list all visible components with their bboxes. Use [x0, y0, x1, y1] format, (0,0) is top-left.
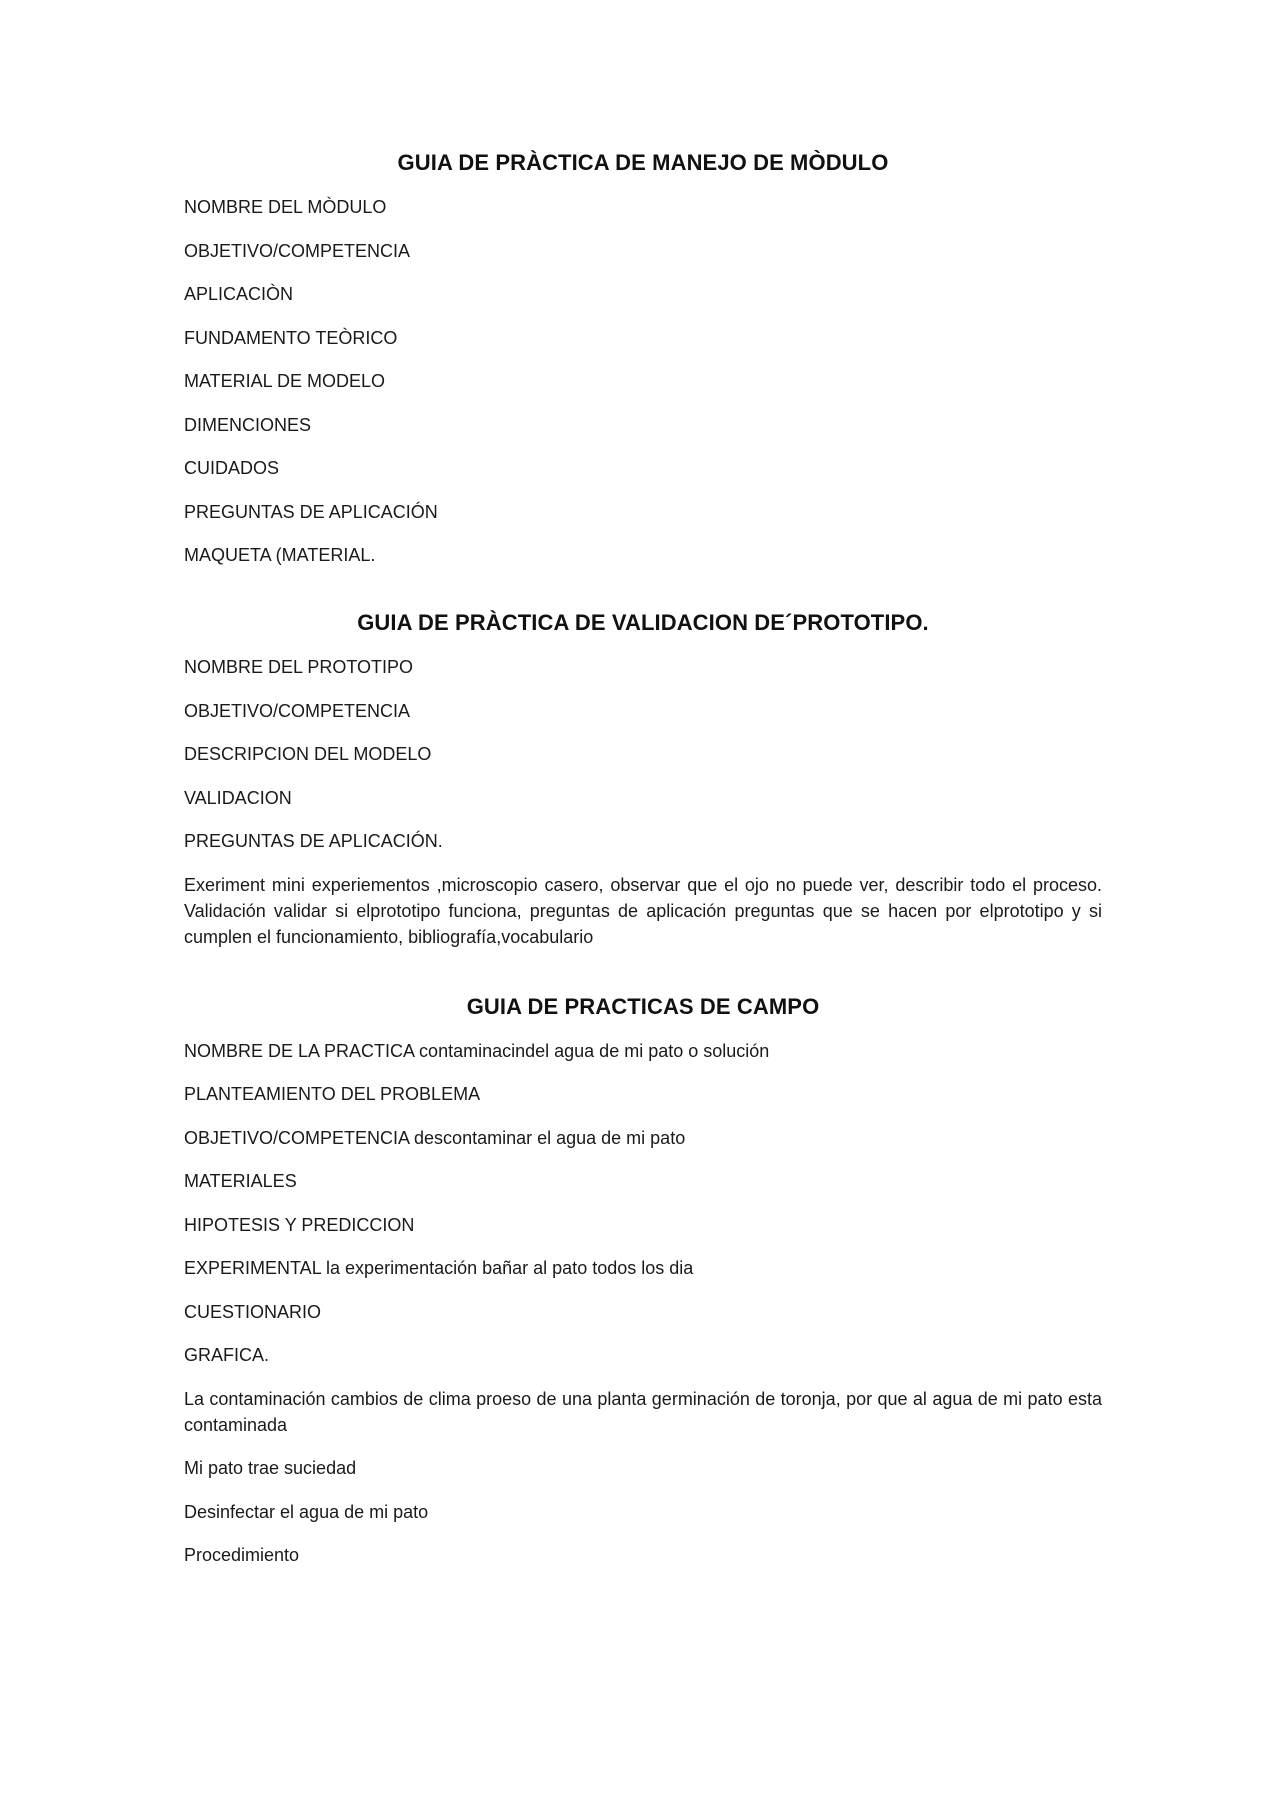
line-procedure: Procedimiento	[184, 1545, 300, 1565]
line-problem: PLANTEAMIENTO DEL PROBLEMA	[184, 1084, 481, 1104]
line-validation: VALIDACION	[184, 787, 292, 808]
line-care: CUIDADOS	[184, 458, 280, 478]
line-questionnaire: CUESTIONARIO	[184, 1301, 322, 1322]
line-theory: FUNDAMENTO TEÒRICO	[184, 327, 398, 348]
line-hypothesis: HIPOTESIS Y PREDICCION	[184, 1214, 415, 1235]
section-prototype-guide	[184, 610, 1102, 950]
line-practice-name: NOMBRE DE LA PRACTICA contaminacindel agua de mi pato o solución	[184, 1040, 770, 1061]
line-prototype-name: NOMBRE DEL PROTOTIPO	[184, 657, 414, 677]
section-module-guide	[184, 150, 1102, 568]
line-questions: PREGUNTAS DE APLICACIÓN.	[184, 831, 443, 851]
section-heading: GUIA DE PRÀCTICA DE VALIDACION DE´PROTOTIPO.	[357, 610, 929, 635]
line-objective: OBJETIVO/COMPETENCIA descontaminar el agua de mi pato	[184, 1127, 686, 1148]
section-heading: GUIA DE PRACTICAS DE CAMPO	[466, 993, 820, 1019]
line-dimensions: DIMENCIONES	[184, 414, 312, 435]
document-body	[184, 150, 1102, 1610]
line-graph: GRAFICA.	[184, 1345, 270, 1365]
section-heading: GUIA DE PRÀCTICA DE MANEJO DE MÒDULO	[397, 150, 889, 175]
line-application: APLICACIÒN	[184, 284, 294, 304]
line-objective: OBJETIVO/COMPETENCIA	[184, 700, 411, 721]
line-model-description: DESCRIPCION DEL MODELO	[184, 744, 432, 764]
line-objective: OBJETIVO/COMPETENCIA	[184, 240, 411, 261]
line-questions: PREGUNTAS DE APLICACIÓN	[184, 501, 438, 522]
paragraph-experiment-notes: Exeriment mini experiementos ,microscopio casero, observar que el ojo no puede ver, describir todo el proceso. Validación validar si elprototipo funciona, preguntas de aplicación preguntas que se hacen por elprototipo y si cumplen el funcionamiento, bibliografía,vocabulario	[184, 874, 1102, 947]
paragraph-contamination-notes: La contaminación cambios de clima proeso de una planta germinación de toronja, por que al agua de mi pato esta contaminada	[184, 1388, 1102, 1435]
line-experimental: EXPERIMENTAL la experimentación bañar al pato todos los dia	[184, 1258, 694, 1278]
line-disinfect: Desinfectar el agua de mi pato	[184, 1501, 429, 1522]
line-dirt: Mi pato trae suciedad	[184, 1458, 357, 1478]
line-model-material: MATERIAL DE MODELO	[184, 371, 386, 391]
line-module-name: NOMBRE DEL MÒDULO	[184, 197, 387, 217]
section-field-guide	[184, 994, 1102, 1569]
line-maquette: MAQUETA (MATERIAL.	[184, 545, 376, 565]
line-materials: MATERIALES	[184, 1171, 297, 1191]
